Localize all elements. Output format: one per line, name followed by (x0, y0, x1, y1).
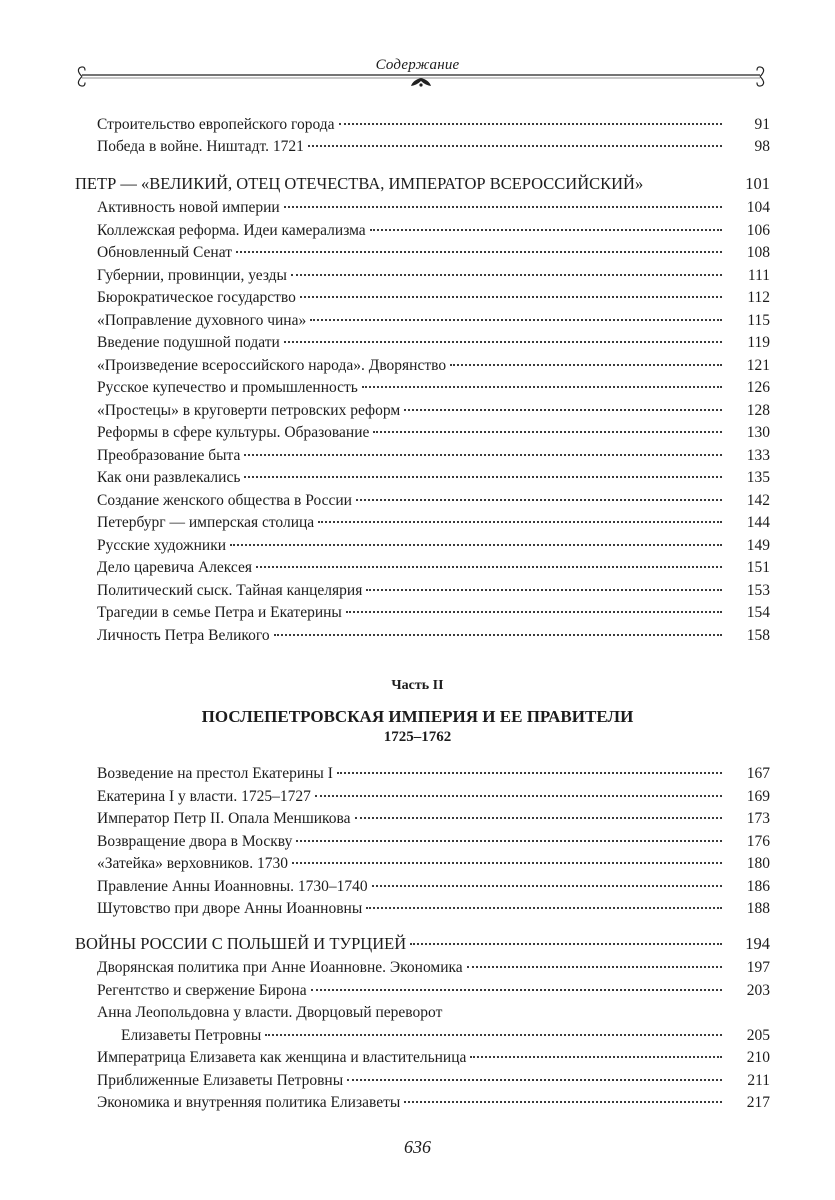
toc-entry-title: Регентство и свержение Бирона (97, 981, 307, 999)
toc-entry-page: 119 (747, 334, 770, 351)
toc-entry[interactable] (97, 535, 770, 557)
toc-entry-title: Дело царевича Алексея (97, 559, 252, 576)
toc-chapter-heading[interactable] (75, 933, 770, 955)
dot-leader (311, 989, 722, 991)
toc-entry-title: Петербург — имперская столица (97, 514, 315, 531)
toc-entry-title: Активность новой империи (97, 199, 280, 216)
dot-leader (373, 431, 722, 433)
toc-entry-page: 217 (746, 1094, 770, 1111)
toc-entry-page: 128 (746, 401, 770, 419)
dot-leader (339, 123, 722, 125)
toc-entry-page: 108 (746, 244, 770, 261)
dot-leader (296, 840, 722, 842)
toc-entry-title-line1[interactable]: Анна Леопольдовна у власти. Дворцовый переворот (97, 1004, 443, 1021)
toc-entry-page: 211 (747, 1071, 770, 1089)
toc-entry-title: Реформы в сфере культуры. Образование (97, 424, 370, 441)
toc-entry-title: Приближенные Елизаветы Петровны (97, 1071, 344, 1089)
toc-entry[interactable] (97, 1070, 770, 1092)
dot-leader (310, 319, 722, 321)
toc-entry[interactable] (97, 786, 770, 808)
dot-leader (230, 544, 722, 546)
toc-entry[interactable] (97, 114, 770, 136)
dot-leader (467, 966, 722, 968)
toc-entry-title: Создание женского общества в России (97, 491, 352, 509)
dot-leader (356, 499, 722, 501)
dot-leader (236, 251, 722, 253)
toc-entry-page: 210 (746, 1049, 770, 1066)
toc-entry[interactable] (97, 377, 770, 399)
dot-leader (291, 274, 722, 276)
toc-entry-page: 176 (746, 832, 770, 850)
toc-entry[interactable] (97, 1092, 770, 1114)
page-number: 636 (404, 1137, 431, 1157)
toc-chapter-title: ПЕТР — «ВЕЛИКИЙ, ОТЕЦ ОТЕЧЕСТВА, ИМПЕРАТОР ВСЕРОССИЙСКИЙ» (75, 174, 644, 193)
toc-entry-page: 153 (746, 581, 770, 599)
toc-entry-page: 167 (746, 765, 770, 782)
dot-leader (450, 364, 722, 366)
toc-entry-title: Губернии, провинции, уезды (97, 266, 287, 284)
toc-entry[interactable] (97, 422, 770, 444)
dot-leader (244, 476, 722, 478)
toc-entry-title: Строительство европейского города (97, 116, 335, 133)
toc-entry[interactable] (97, 831, 770, 853)
toc-entry[interactable] (97, 242, 770, 264)
toc-entry-page: 135 (746, 469, 770, 486)
toc-entry-title: Преобразование быта (97, 446, 241, 464)
dot-leader (410, 943, 722, 945)
dot-leader (404, 1101, 722, 1103)
toc-entry-page: 115 (747, 311, 770, 329)
toc-entry-page: 203 (746, 981, 770, 999)
toc-entry-title: Русское купечество и промышленность (97, 379, 358, 396)
dot-leader (265, 1034, 722, 1036)
toc-entry-title: «Произведение всероссийского народа». Дворянство (97, 356, 447, 374)
toc-entry-page: 158 (746, 626, 770, 644)
toc-entry-title: Победа в войне. Ништадт. 1721 (97, 138, 304, 155)
dot-leader (256, 566, 722, 568)
toc-entry-page: 111 (747, 266, 770, 284)
dot-leader (300, 296, 722, 298)
toc-entry-title: Шутовство при дворе Анны Иоанновны (97, 900, 363, 917)
toc-entry-title: Коллежская реформа. Идеи камерализма (97, 221, 366, 239)
dot-leader (362, 386, 722, 388)
toc-entry-title: Трагедии в семье Петра и Екатерины (97, 604, 342, 621)
toc-entry-title: Политический сыск. Тайная канцелярия (97, 581, 363, 599)
toc-entry-title: Возведение на престол Екатерины I (97, 765, 333, 782)
toc-entry[interactable] (97, 220, 770, 242)
toc-entry[interactable] (97, 625, 770, 647)
toc-entry-page: 144 (746, 514, 770, 531)
toc-entry[interactable] (97, 602, 770, 624)
toc-entry[interactable] (97, 287, 770, 309)
toc-entry[interactable] (97, 853, 770, 875)
toc-entry-page: 173 (746, 810, 770, 827)
toc-entry-title-continuation: Елизаветы Петровны (121, 1026, 262, 1044)
dot-leader (284, 341, 722, 343)
dot-leader (308, 145, 722, 147)
toc-entry[interactable] (97, 763, 770, 785)
toc-entry[interactable] (97, 557, 770, 579)
header-ornament-rule (72, 64, 770, 90)
toc-entry-title: Личность Петра Великого (97, 626, 270, 644)
toc-entry-page: 142 (746, 491, 770, 509)
part-title: ПОСЛЕПЕТРОВСКАЯ ИМПЕРИЯ И ЕЕ ПРАВИТЕЛИ (201, 707, 634, 726)
toc-entry-page: 126 (746, 379, 770, 396)
toc-entry[interactable] (97, 808, 770, 830)
toc-entry-page: 180 (746, 855, 770, 872)
running-header-title: Содержание (375, 57, 460, 73)
toc-entry-title: Дворянская политика при Анне Иоанновне. Экономика (97, 959, 463, 976)
toc-entry[interactable] (97, 876, 770, 898)
toc-entry[interactable] (97, 1025, 770, 1047)
toc-entry-page: 188 (746, 900, 770, 917)
toc-entry-title: Императрица Елизавета как женщина и властительница (97, 1049, 467, 1066)
toc-entry-title: Русские художники (97, 536, 227, 554)
toc-entry[interactable] (97, 980, 770, 1002)
toc-entry[interactable] (97, 512, 770, 534)
dot-leader (370, 229, 722, 231)
part-label: Часть II (391, 678, 444, 693)
toc-entry[interactable] (97, 265, 770, 287)
toc-entry-page: 91 (754, 116, 770, 133)
dot-leader (355, 817, 722, 819)
toc-entry-title: «Затейка» верховников. 1730 (97, 855, 288, 872)
toc-chapter-title: ВОЙНЫ РОССИИ С ПОЛЬШЕЙ И ТУРЦИЕЙ (75, 934, 407, 953)
toc-entry-title: Бюрократическое государство (97, 289, 296, 306)
toc-entry-page: 169 (746, 787, 770, 805)
toc-entry[interactable] (97, 580, 770, 602)
dot-leader (372, 885, 722, 887)
toc-entry-page: 133 (746, 446, 770, 464)
dot-leader (366, 589, 722, 591)
toc-entry[interactable] (97, 490, 770, 512)
toc-entry[interactable] (97, 310, 770, 332)
toc-entry-page: 151 (746, 559, 770, 576)
toc-entry[interactable] (97, 957, 770, 979)
toc-entry[interactable] (97, 332, 770, 354)
dot-leader (274, 634, 722, 636)
toc-entry-page: 104 (746, 199, 770, 216)
toc-entry-page: 205 (746, 1026, 770, 1044)
toc-entry-title: Возвращение двора в Москву (97, 832, 293, 850)
toc-entry[interactable] (97, 355, 770, 377)
dot-leader (337, 772, 722, 774)
toc-entry-title: Как они развлекались (97, 469, 241, 486)
dot-leader (284, 206, 722, 208)
dot-leader (347, 1079, 722, 1081)
toc-chapter-heading[interactable] (75, 173, 770, 195)
toc-entry[interactable] (97, 898, 770, 920)
toc-entry-page: 106 (746, 221, 770, 239)
toc-entry[interactable] (97, 467, 770, 489)
toc-entry-page: 154 (746, 604, 770, 621)
part-years: 1725–1762 (383, 729, 452, 745)
toc-entry-page: 98 (754, 138, 770, 155)
toc-entry-title: Экономика и внутренняя политика Елизаветы (97, 1094, 401, 1111)
dot-leader (470, 1056, 722, 1058)
dot-leader (292, 862, 722, 864)
toc-entry-title: Екатерина I у власти. 1725–1727 (97, 787, 311, 805)
dot-leader (404, 409, 722, 411)
toc-entry-page: 186 (746, 877, 770, 895)
toc-entry-page: 121 (746, 356, 770, 374)
toc-entry-page: 130 (746, 424, 770, 441)
dot-leader (346, 611, 722, 613)
toc-entry[interactable] (97, 136, 770, 158)
toc-entry-title: «Поправление духовного чина» (97, 311, 307, 329)
toc-entry-title: «Простецы» в круговерти петровских реформ (97, 401, 401, 419)
dot-leader (318, 521, 722, 523)
dot-leader (366, 907, 722, 909)
toc-entry-title: Император Петр II. Опала Меншикова (97, 810, 351, 827)
toc-entry[interactable] (97, 1047, 770, 1069)
toc-entry-title: Обновленный Сенат (97, 244, 232, 261)
toc-chapter-page: 194 (745, 934, 770, 953)
toc-entry[interactable] (97, 197, 770, 219)
toc-entry-title: Введение подушной подати (97, 334, 280, 351)
toc-entry-page: 112 (747, 289, 770, 306)
toc-entry-page: 197 (746, 959, 770, 976)
toc-entry-page: 149 (746, 536, 770, 554)
dot-leader (244, 454, 722, 456)
dot-leader (315, 795, 722, 797)
dot-leader (647, 183, 722, 185)
toc-chapter-page: 101 (745, 174, 770, 193)
toc-entry[interactable] (97, 445, 770, 467)
toc-entry[interactable] (97, 400, 770, 422)
toc-entry-title: Правление Анны Иоанновны. 1730–1740 (97, 877, 368, 895)
